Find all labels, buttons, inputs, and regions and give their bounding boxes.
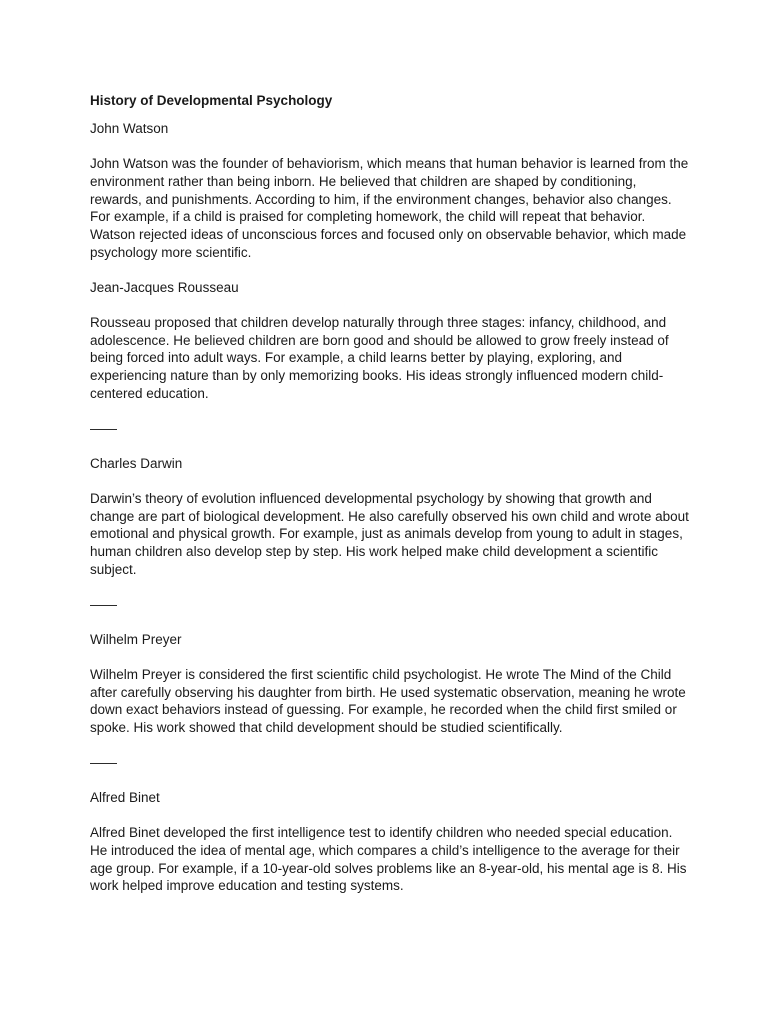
document-page [90, 92, 690, 912]
section-separator: —— [90, 596, 117, 612]
section-paragraph-watson: John Watson was the founder of behaviorism, which means that human behavior is learned from the environment rather than being inborn. He believed that children are shaped by conditioning, rewards, and punishments. According to him, if the environment changes, behavior also changes. For example, if a child is praised for completing homework, the child will repeat that behavior. Watson rejected ideas of unconscious forces and focused only on observable behavior, which made psychology more scientific. [90, 156, 689, 260]
section-separator: —— [90, 420, 117, 436]
section-heading-rousseau: Jean-Jacques Rousseau [90, 279, 239, 295]
section-heading-preyer: Wilhelm Preyer [90, 631, 182, 647]
section-paragraph-binet: Alfred Binet developed the first intelligence test to identify children who needed special education. He introduced the idea of mental age, which compares a child’s intelligence to the average for their age group. For example, if a 10-year-old solves problems like an 8-year-old, his mental age is 8. His work helped improve education and testing systems. [90, 824, 687, 894]
section-separator: —— [90, 754, 117, 770]
section-heading-binet: Alfred Binet [90, 789, 160, 805]
section-heading-darwin: Charles Darwin [90, 455, 183, 471]
section-paragraph-darwin: Darwin’s theory of evolution influenced developmental psychology by showing that growth and change are part of biological development. He also carefully observed his own child and wrote about emotional and physical growth. For example, just as animals develop from young to adult in stages, human children also develop step by step. His work helped make child development a scientific subject. [90, 490, 689, 577]
section-paragraph-preyer: Wilhelm Preyer is considered the first scientific child psychologist. He wrote The Mind of the Child after carefully observing his daughter from birth. He used systematic observation, meaning he wrote down exact behaviors instead of guessing. For example, he recorded when the child first smiled or spoke. His work showed that child development should be studied scientifically. [90, 666, 686, 736]
section-heading-watson: John Watson [90, 121, 169, 136]
document-title: History of Developmental Psychology [90, 93, 333, 108]
section-paragraph-rousseau: Rousseau proposed that children develop naturally through three stages: infancy, childhood, and adolescence. He believed children are born good and should be allowed to grow freely instead of being forced into adult ways. For example, a child learns better by playing, exploring, and experiencing nature than by only memorizing books. His ideas strongly influenced modern child-centered education. [90, 314, 669, 401]
